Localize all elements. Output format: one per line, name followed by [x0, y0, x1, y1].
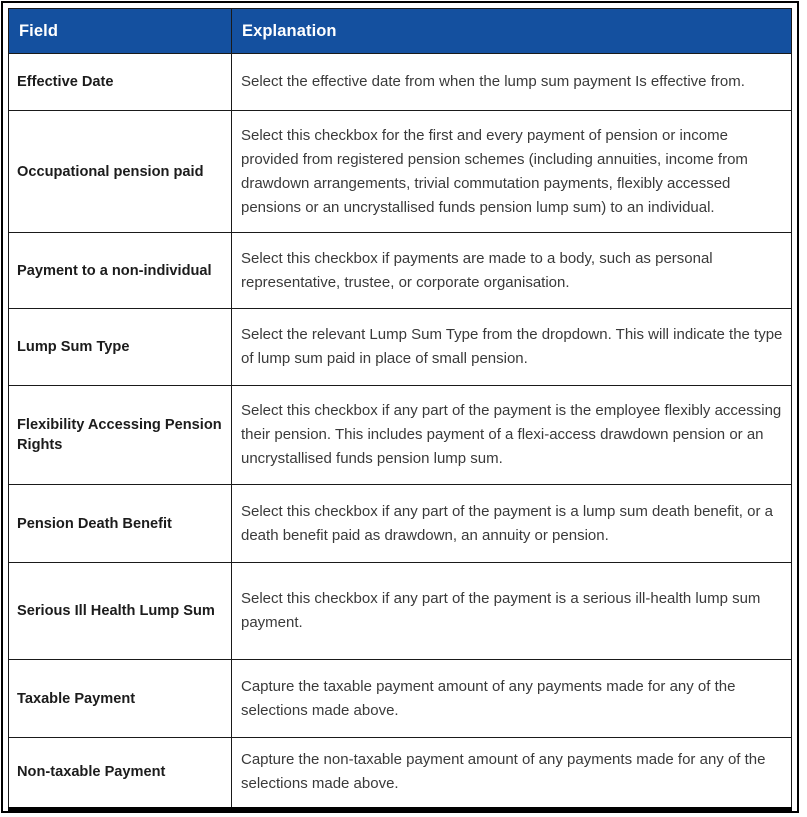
field-cell: Lump Sum Type — [9, 309, 232, 386]
table-row — [9, 660, 792, 738]
table-row — [9, 386, 792, 485]
explanation-cell: Select this checkbox for the first and every payment of pension or income provided from registered pension schemes (including annuities, income from drawdown arrangements, trivial commutation payments, flexibly accessed pensions or an uncrystallised funds pension lump sum) to an individual. — [232, 111, 792, 233]
explanation-cell: Capture the non-taxable payment amount of any payments made for any of the selections made above. — [232, 738, 792, 809]
field-cell: Payment to a non-individual — [9, 233, 232, 309]
explanation-cell: Select this checkbox if any part of the payment is the employee flexibly accessing their pension. This includes payment of a flexi-access drawdown pension or an uncrystallised funds pension lump sum. — [232, 386, 792, 485]
column-header-explanation: Explanation — [232, 9, 792, 54]
explanation-cell: Select the effective date from when the lump sum payment Is effective from. — [232, 54, 792, 111]
field-cell: Taxable Payment — [9, 660, 232, 738]
table-row — [9, 54, 792, 111]
explanation-cell: Select this checkbox if payments are made to a body, such as personal representative, trustee, or corporate organisation. — [232, 233, 792, 309]
explanation-cell: Select this checkbox if any part of the payment is a lump sum death benefit, or a death benefit paid as drawdown, an annuity or pension. — [232, 485, 792, 563]
table-row — [9, 233, 792, 309]
table-row — [9, 485, 792, 563]
table-row — [9, 111, 792, 233]
explanation-cell: Select the relevant Lump Sum Type from the dropdown. This will indicate the type of lump sum paid in place of small pension. — [232, 309, 792, 386]
explanation-cell: Select this checkbox if any part of the payment is a serious ill-health lump sum payment. — [232, 563, 792, 660]
table-row — [9, 563, 792, 660]
field-cell: Non-taxable Payment — [9, 738, 232, 809]
field-cell: Flexibility Accessing Pension Rights — [9, 386, 232, 485]
table-frame — [1, 1, 799, 813]
header-row — [9, 9, 792, 54]
field-cell: Occupational pension paid — [9, 111, 232, 233]
explanation-cell: Capture the taxable payment amount of any payments made for any of the selections made above. — [232, 660, 792, 738]
table-row — [9, 309, 792, 386]
field-cell: Effective Date — [9, 54, 232, 111]
column-header-field: Field — [9, 9, 232, 54]
table-row — [9, 738, 792, 809]
field-cell: Pension Death Benefit — [9, 485, 232, 563]
field-cell: Serious Ill Health Lump Sum — [9, 563, 232, 660]
field-explanation-table — [8, 8, 792, 811]
